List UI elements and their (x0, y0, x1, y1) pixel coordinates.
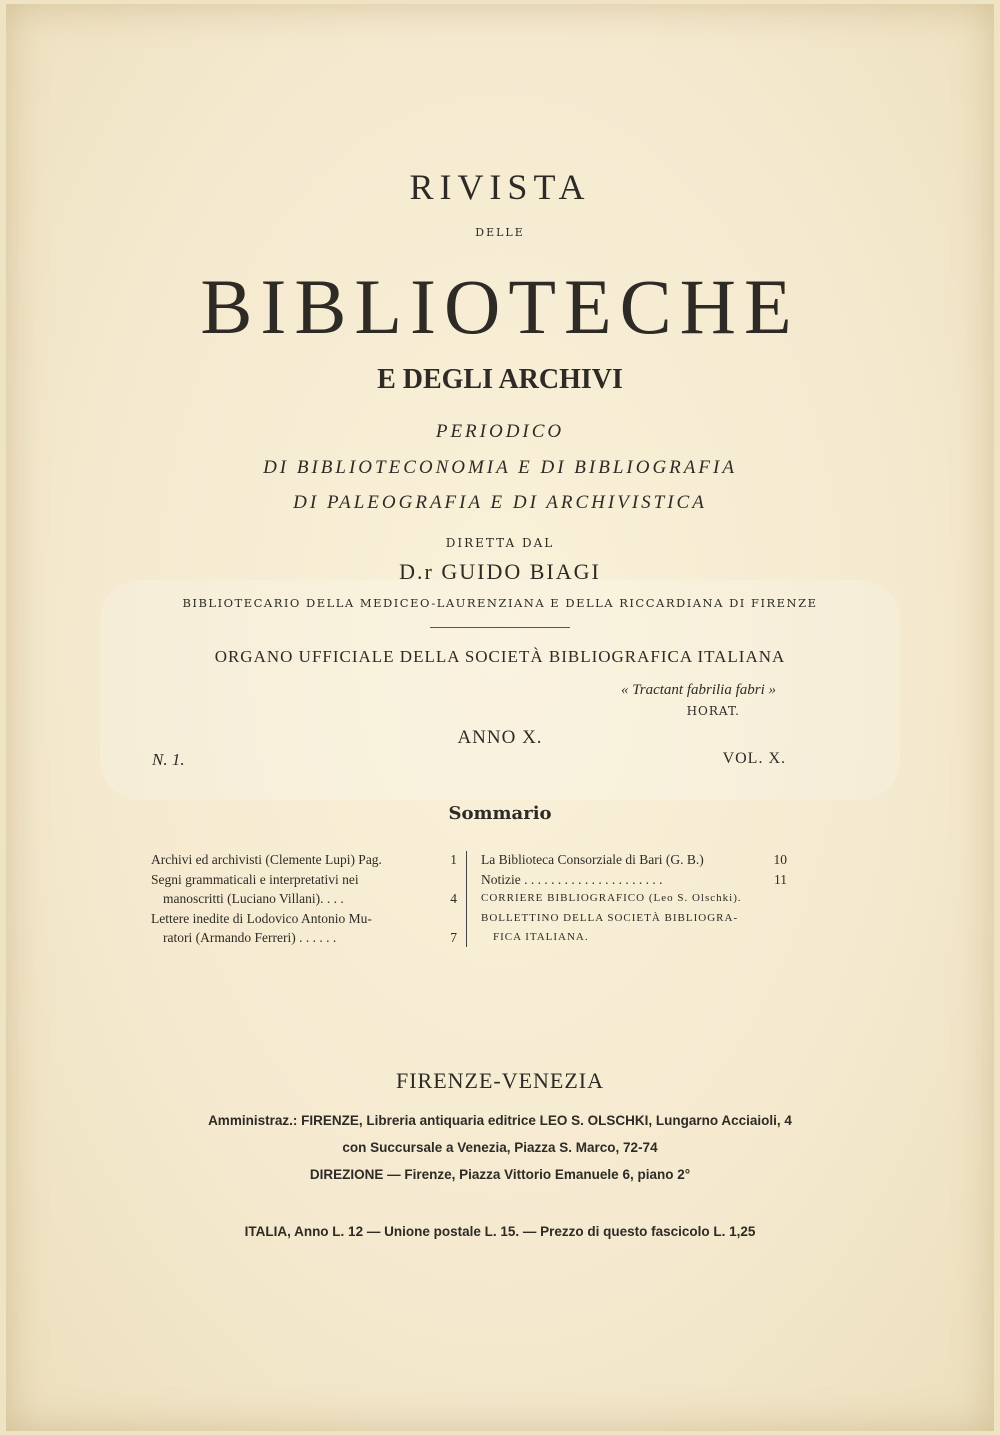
toc-entry (481, 850, 787, 870)
toc-left-column (151, 850, 457, 948)
toc-entry-title-cont: manoscritti (Luciano Villani). . . . (163, 891, 344, 906)
publisher-direction: DIREZIONE — Firenze, Piazza Vittorio Emanuele 6, piano 2° (309, 1167, 691, 1182)
publisher-branch: con Succursale a Venezia, Piazza S. Marco, 72-74 (342, 1140, 658, 1155)
publisher-administration: Amministraz.: FIRENZE, Libreria antiquaria editrice LEO S. OLSCHKI, Lungarno Acciaioli, 4 (208, 1113, 792, 1128)
motto: « Tractant fabrilia fabri » (620, 682, 776, 698)
toc-entry (151, 850, 457, 870)
toc-entry-title: CORRIERE BIBLIOGRAFICO (Leo S. Olschki). (481, 892, 742, 904)
toc-entry-title: La Biblioteca Consorziale di Bari (G. B.) (481, 852, 704, 867)
motto-author: HORAT. (686, 704, 740, 718)
toc-column-divider (466, 851, 467, 947)
official-organ: ORGANO UFFICIALE DELLA SOCIETÀ BIBLIOGRAFICA ITALIANA (214, 647, 786, 666)
toc-entry-title: Archivi ed archivisti (Clemente Lupi) Pag. (151, 852, 382, 867)
toc-entry-title: Lettere inedite di Lodovico Antonio Mu- (151, 910, 372, 926)
toc-entry-page: 4 (450, 891, 457, 906)
title-rivista: RIVISTA (409, 167, 591, 207)
issue-year: ANNO X. (457, 727, 543, 748)
toc-entry (481, 889, 787, 909)
toc-entry-page: 10 (773, 852, 787, 867)
subscription-price: ITALIA, Anno L. 12 — Unione postale L. 15. — Prezzo di questo fascicolo L. 1,25 (244, 1224, 756, 1239)
subtitle-line-1: DI BIBLIOTECONOMIA E DI BIBLIOGRAFIA (263, 457, 737, 478)
toc-entry-title: BOLLETTINO DELLA SOCIETÀ BIBLIOGRA- (481, 911, 739, 924)
issue-volume: VOL. X. (722, 750, 786, 767)
toc-entry (481, 909, 787, 948)
toc-entry-title-cont: ratori (Armando Ferreri) . . . . . . (163, 930, 337, 945)
title-archivi: E DEGLI ARCHIVI (377, 364, 623, 395)
subtitle-line-2: DI PALEOGRAFIA E DI ARCHIVISTICA (293, 492, 707, 513)
subtitle-periodico: PERIODICO (435, 421, 565, 442)
title-delle: DELLE (475, 226, 525, 239)
toc-entry (481, 870, 787, 890)
toc-entry-page: 7 (450, 930, 457, 945)
title-biblioteche: BIBLIOTECHE (200, 263, 800, 350)
toc-right-column (481, 850, 787, 948)
editor-name: D.r GUIDO BIAGI (399, 559, 601, 584)
toc-entry (151, 870, 457, 909)
sommario-heading: Sommario (448, 803, 552, 824)
toc-entry-page: 1 (450, 852, 457, 867)
toc-entry (151, 909, 457, 948)
toc-entry-title-cont: FICA ITALIANA. (493, 931, 589, 943)
document-page (6, 4, 994, 1431)
toc-entry-page: 11 (774, 871, 787, 887)
publisher-city: FIRENZE-VENEZIA (395, 1068, 605, 1093)
issue-number: N. 1. (152, 750, 185, 769)
diretta-dal: DIRETTA DAL (445, 536, 555, 550)
toc-entry-title: Notizie . . . . . . . . . . . . . . . . . . . . . (481, 871, 663, 887)
divider-rule (430, 627, 570, 628)
editor-affiliation: BIBLIOTECARIO DELLA MEDICEO-LAURENZIANA E DELLA RICCARDIANA DI FIRENZE (182, 596, 818, 610)
toc-entry-title: Segni grammaticali e interpretativi nei (151, 871, 359, 887)
